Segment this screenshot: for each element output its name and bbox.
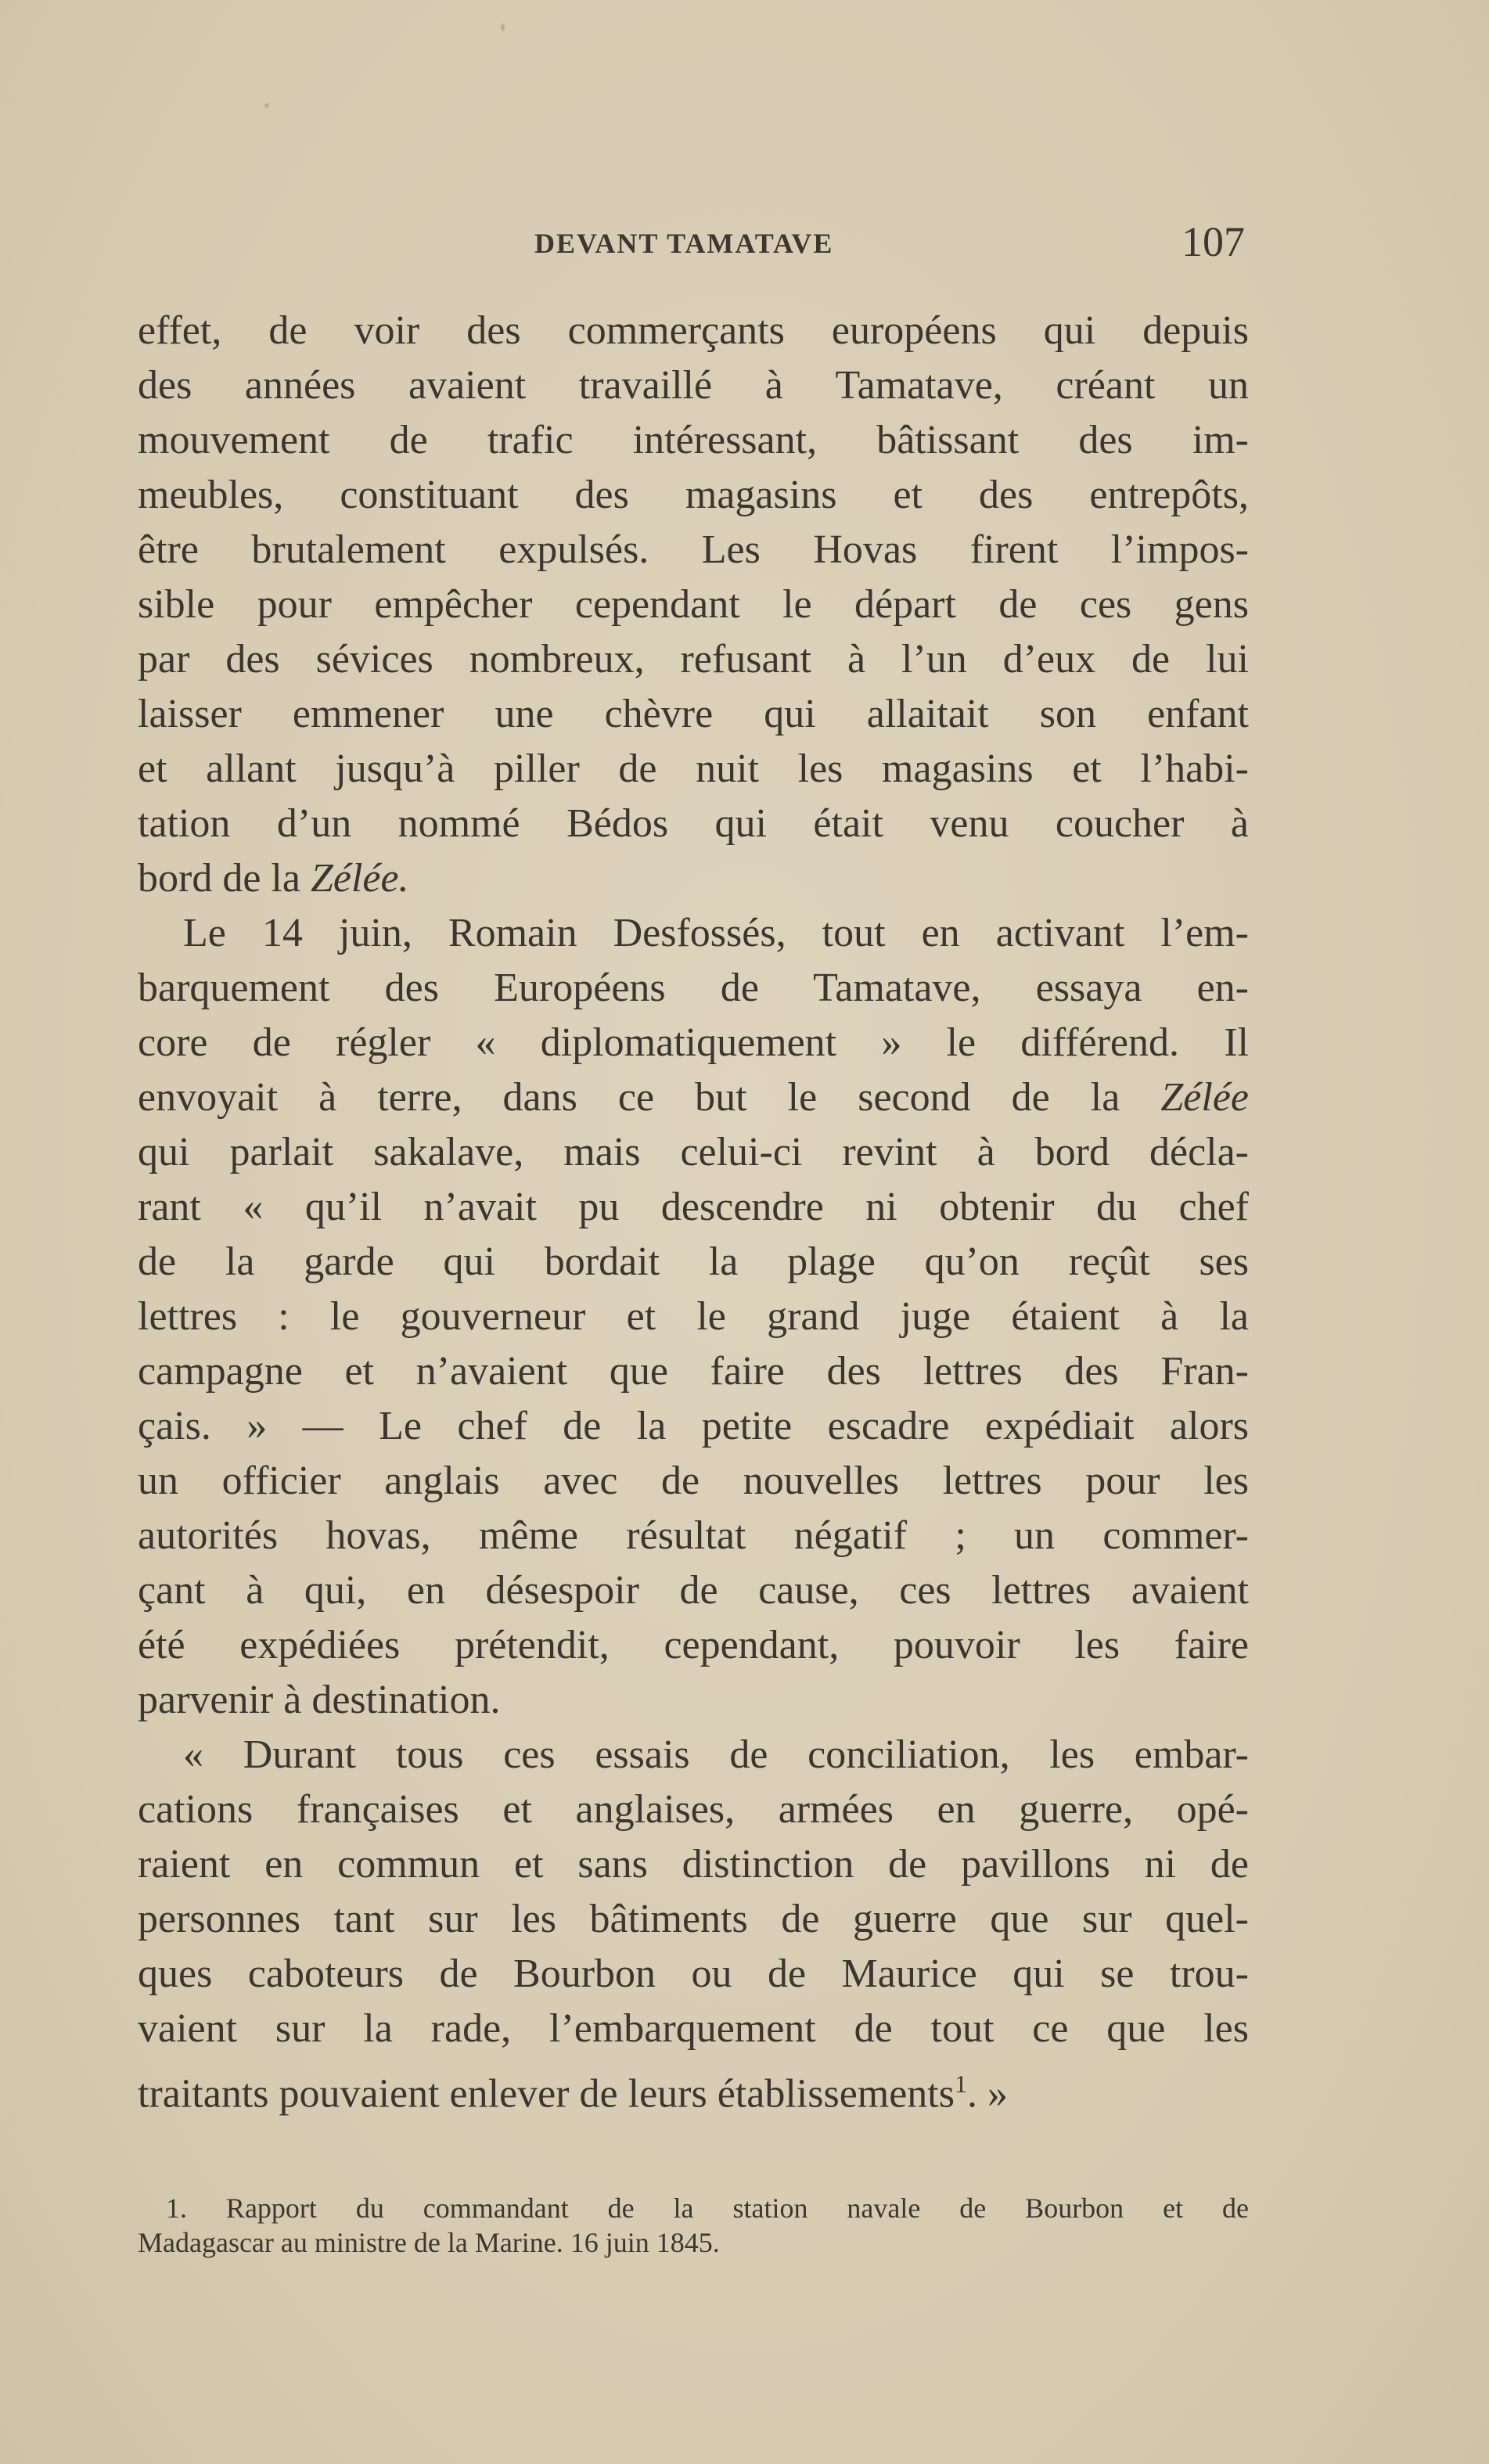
body-line <box>138 1074 1249 1121</box>
body-line: de la garde qui bordait la plage qu’on reçût ses <box>138 1239 1249 1284</box>
body-line: effet, de voir des commerçants européens qui depuis <box>138 308 1249 353</box>
footnote-line: 1. Rapport du commandant de la station navale de Bourbon et de <box>166 2192 1249 2224</box>
body-line: ques caboteurs de Bourbon ou de Maurice qui se trou- <box>138 1951 1249 1996</box>
paper-speck <box>501 23 505 31</box>
body-line: çais. » — Le chef de la petite escadre expédiait alors <box>138 1404 1249 1448</box>
body-text: . » <box>967 2071 1008 2117</box>
paper-speck <box>264 103 269 108</box>
body-text: traitants pouvaient enlever de leurs établissements <box>138 2071 955 2117</box>
body-line: tation d’un nommé Bédos qui était venu coucher à <box>138 801 1249 846</box>
ship-name: Zélée. <box>310 856 409 901</box>
body-line: des années avaient travaillé à Tamatave, créant un <box>138 363 1249 408</box>
body-line <box>138 855 1249 902</box>
body-line: campagne et n’avaient que faire des lettres des Fran- <box>138 1349 1249 1394</box>
footnote-line: Madagascar au ministre de la Marine. 16 juin 1845. <box>138 2227 720 2258</box>
page-number: 107 <box>1181 218 1245 265</box>
body-text: bord de la <box>138 856 300 901</box>
body-line: laisser emmener une chèvre qui allaitait son enfant <box>138 692 1249 736</box>
body-line: meubles, constituant des magasins et des entrepôts, <box>138 473 1249 517</box>
body-line: été expédiées prétendit, cependant, pouvoir les faire <box>138 1623 1249 1667</box>
body-line: barquement des Européens de Tamatave, essaya en- <box>138 966 1249 1010</box>
body-line: « Durant tous ces essais de conciliation, les embar- <box>183 1732 1249 1777</box>
body-line <box>138 2060 1249 2117</box>
body-line: raient en commun et sans distinction de pavillons ni de <box>138 1842 1249 1887</box>
body-line: cations françaises et anglaises, armées en guerre, opé- <box>138 1787 1249 1832</box>
body-line: être brutalement expulsés. Les Hovas firent l’impos- <box>138 527 1249 572</box>
body-line: parvenir à destination. <box>138 1678 501 1722</box>
footnote-ref: 1 <box>955 2070 967 2098</box>
body-text: envoyait à terre, dans ce but le second de la <box>138 1075 1120 1120</box>
body-line: çant à qui, en désespoir de cause, ces lettres avaient <box>138 1568 1249 1613</box>
body-line: par des sévices nombreux, refusant à l’un d’eux de lui <box>138 637 1249 682</box>
body-line: et allant jusqu’à piller de nuit les magasins et l’habi- <box>138 746 1249 791</box>
body-line: vaient sur la rade, l’embarquement de tout ce que les <box>138 2006 1249 2051</box>
body-line: autorités hovas, même résultat négatif ; un commer- <box>138 1513 1249 1558</box>
body-line: core de régler « diplomatiquement » le différend. Il <box>138 1020 1249 1065</box>
running-title: DEVANT TAMATAVE <box>534 228 834 259</box>
body-line: personnes tant sur les bâtiments de guerre que sur quel- <box>138 1897 1249 1941</box>
body-line: qui parlait sakalave, mais celui-ci revint à bord décla- <box>138 1130 1249 1174</box>
body-line: lettres : le gouverneur et le grand juge étaient à la <box>138 1294 1249 1339</box>
body-line: Le 14 juin, Romain Desfossés, tout en activant l’em- <box>183 911 1249 955</box>
ship-name: Zélée <box>1160 1075 1249 1120</box>
body-line: un officier anglais avec de nouvelles lettres pour les <box>138 1459 1249 1503</box>
body-line: sible pour empêcher cependant le départ de ces gens <box>138 582 1249 627</box>
body-line: rant « qu’il n’avait pu descendre ni obtenir du chef <box>138 1185 1249 1229</box>
body-line: mouvement de trafic intéressant, bâtissant des im- <box>138 418 1249 462</box>
